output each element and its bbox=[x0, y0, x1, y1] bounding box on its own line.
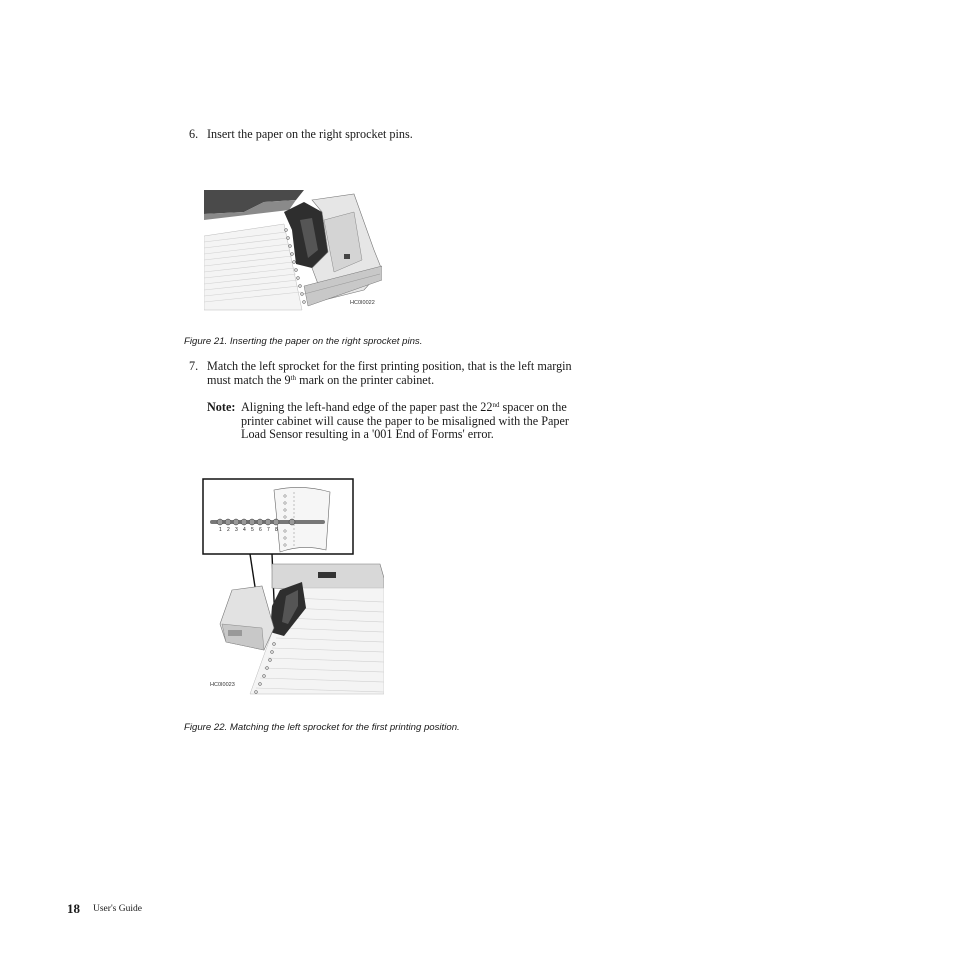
printer-right-sprocket-drawing bbox=[204, 190, 382, 312]
figure-21-caption: Figure 21. Inserting the paper on the right sprocket pins. bbox=[184, 336, 423, 347]
scale-number: 6 bbox=[259, 527, 262, 533]
step-7-line-1: Match the left sprocket for the first printing position, that is the left margin bbox=[207, 359, 572, 373]
page-number: 18 bbox=[67, 901, 80, 916]
figure-22-caption: Figure 22. Matching the left sprocket for the first printing position. bbox=[184, 722, 460, 733]
scale-number: 4 bbox=[243, 527, 246, 533]
step-6-text: Insert the paper on the right sprocket pins. bbox=[207, 127, 413, 141]
note-line-1: Aligning the left-hand edge of the paper past the 22nd spacer on the bbox=[241, 400, 567, 414]
scale-number: 7 bbox=[267, 527, 270, 533]
scale-number: 3 bbox=[235, 527, 238, 533]
scale-number: 5 bbox=[251, 527, 254, 533]
step-7-line-2: must match the 9th mark on the printer cabinet. bbox=[207, 372, 435, 387]
note-line-3: Load Sensor resulting in a '001 End of Forms' error. bbox=[241, 427, 494, 441]
scale-number: 8 bbox=[275, 527, 278, 533]
figure-22-code: HC0I0023 bbox=[210, 682, 235, 688]
figure-22-scale-labels bbox=[219, 527, 299, 535]
running-footer-title: User's Guide bbox=[93, 904, 142, 914]
note-block bbox=[207, 401, 607, 443]
step-7-number: 7. bbox=[189, 359, 199, 373]
step-6-number: 6. bbox=[189, 127, 199, 141]
left-sprocket-alignment-drawing bbox=[202, 478, 384, 696]
note-line-2: printer cabinet will cause the paper to be misaligned with the Paper bbox=[241, 413, 569, 428]
figure-22-illustration bbox=[202, 478, 384, 696]
scale-number: 1 bbox=[219, 527, 222, 533]
scale-number: 2 bbox=[227, 527, 230, 533]
figure-21-code: HC0I0022 bbox=[350, 300, 375, 306]
note-label: Note: bbox=[207, 400, 236, 414]
step-6 bbox=[189, 128, 609, 142]
step-7 bbox=[189, 360, 609, 388]
figure-21-illustration bbox=[204, 190, 382, 312]
